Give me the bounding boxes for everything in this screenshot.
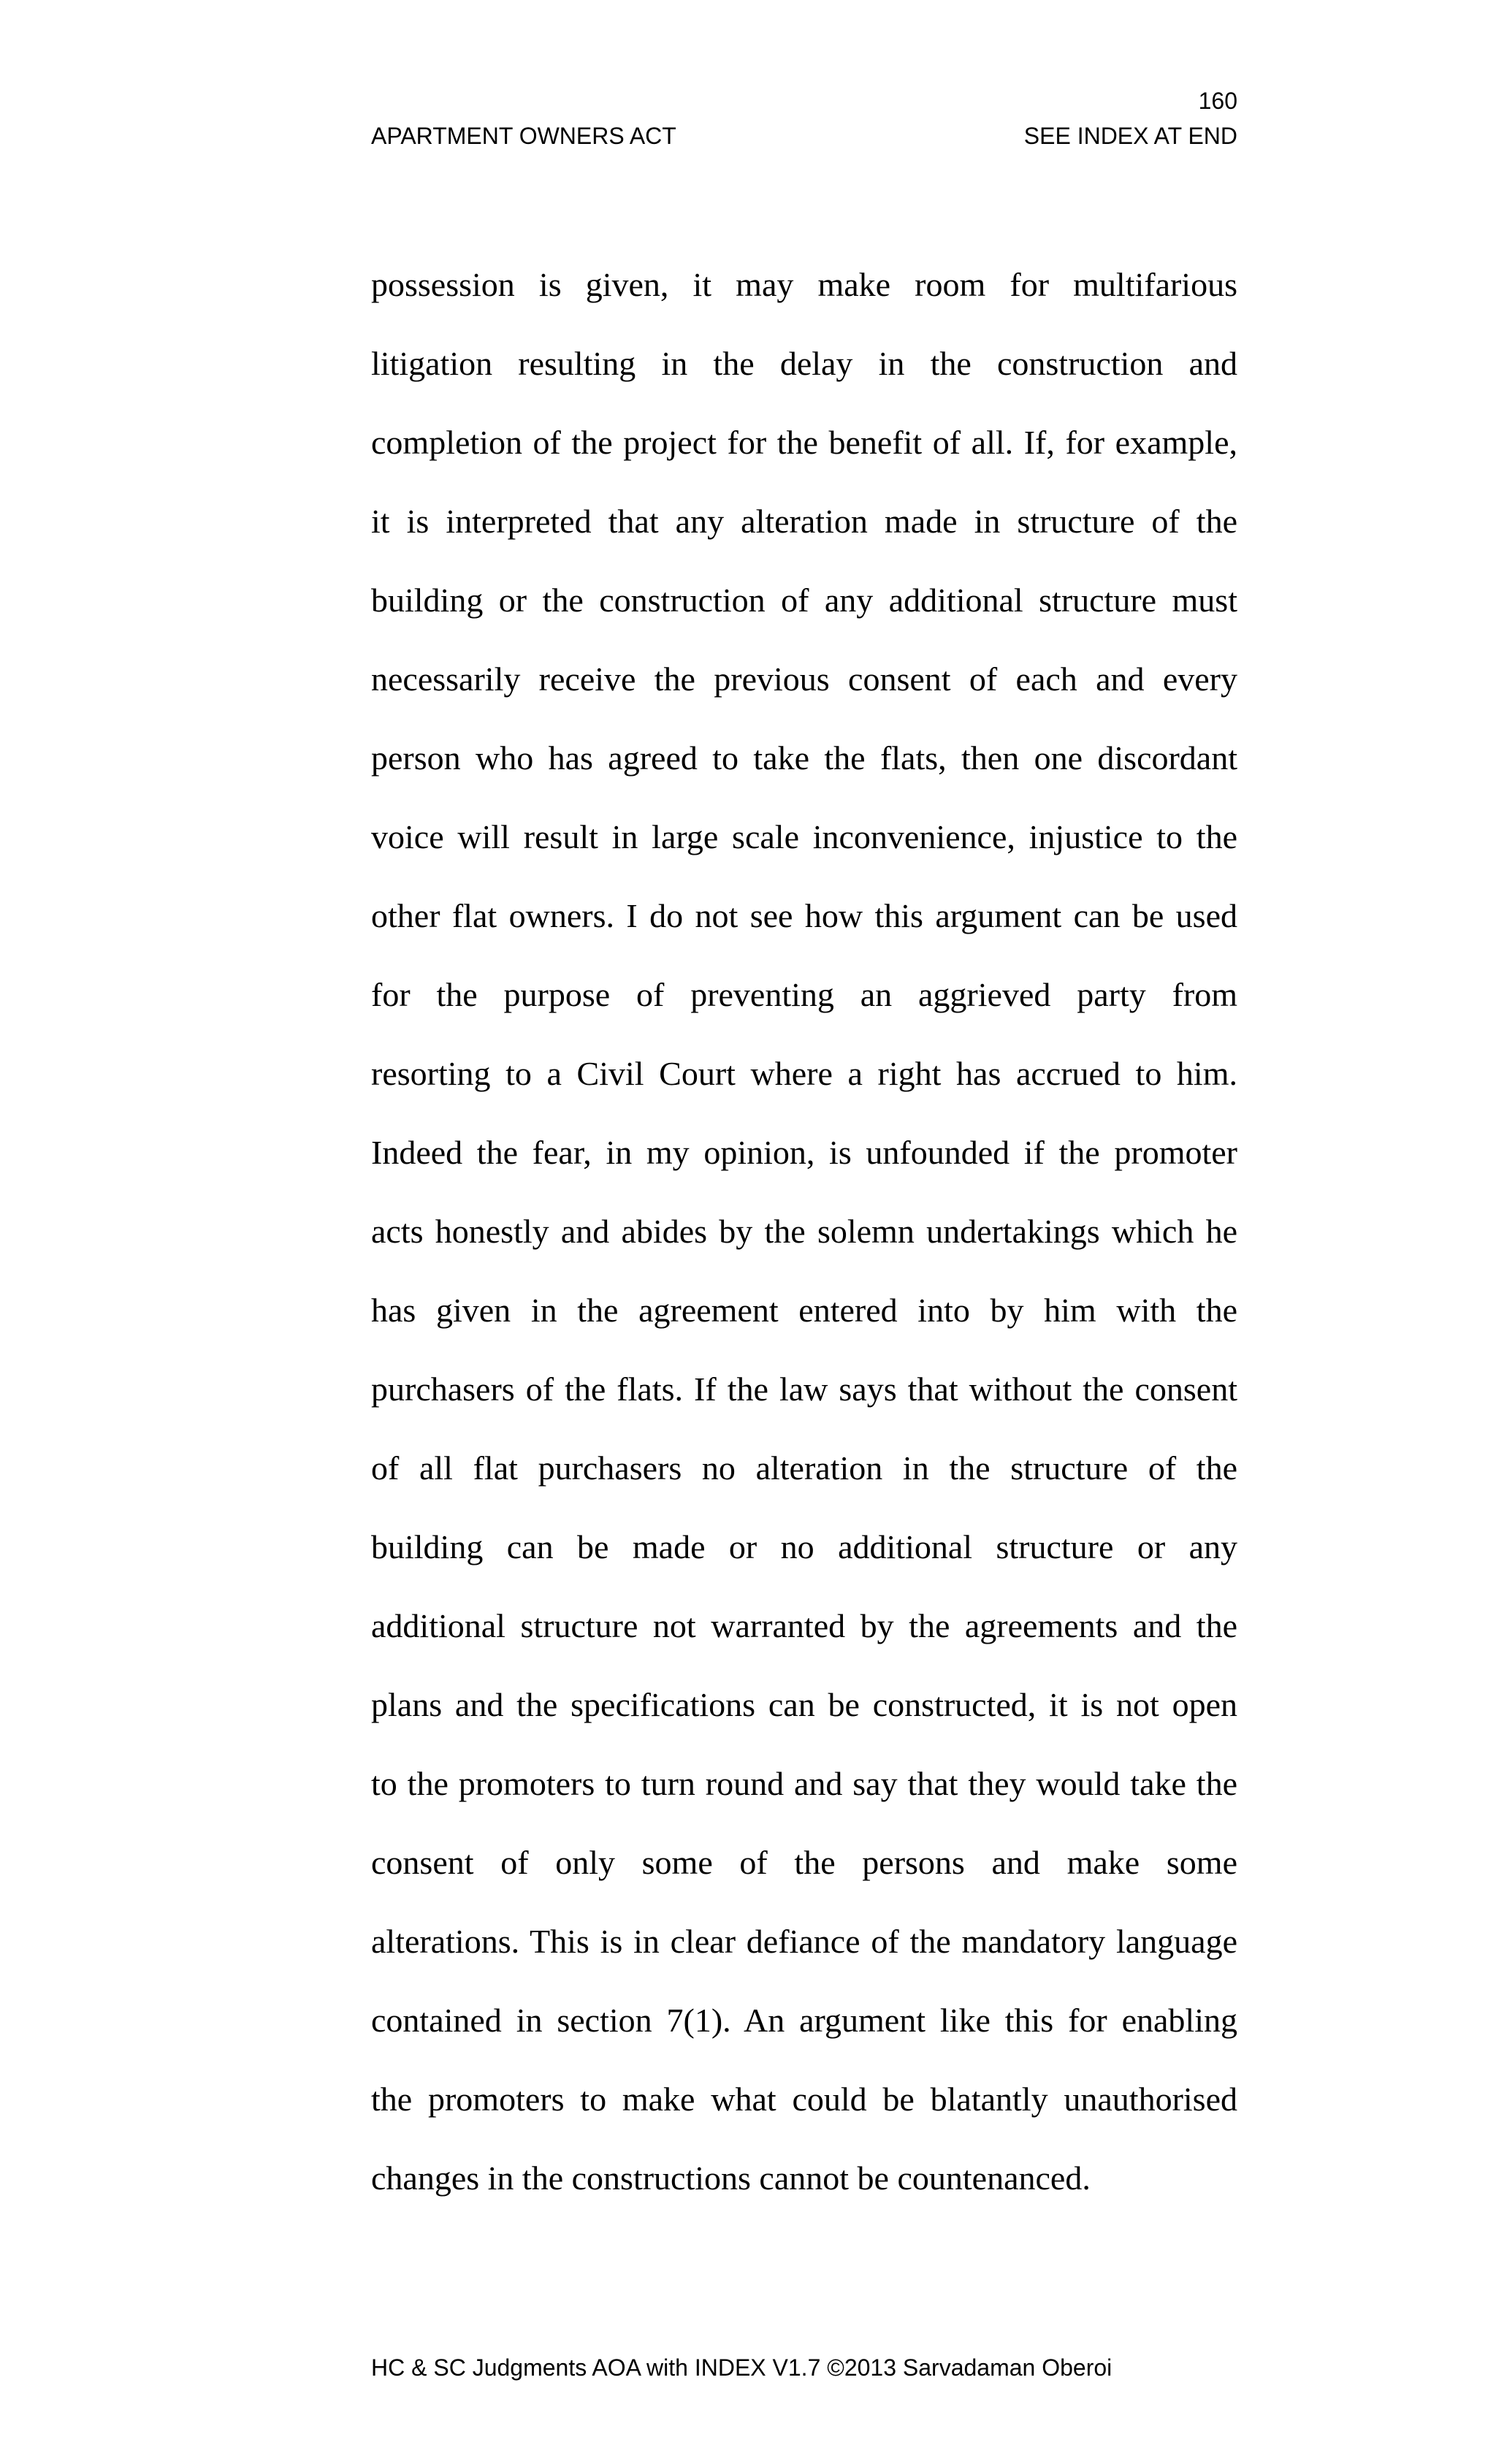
text-line: possession is given, it may make room for multifarious: [371, 266, 1237, 303]
text-line: the promoters to make what could be blatantly unauthorised: [371, 2080, 1237, 2118]
text-line: contained in section 7(1). An argument like this for enabling: [371, 2002, 1237, 2039]
text-line: completion of the project for the benefit of all. If, for example,: [371, 424, 1237, 461]
text-line: has given in the agreement entered into by him with the: [371, 1292, 1237, 1329]
text-line: other flat owners. I do not see how this argument can be used: [371, 897, 1237, 934]
text-line: resorting to a Civil Court where a right has accrued to him.: [371, 1055, 1237, 1092]
text-line: additional structure not warranted by the agreements and the: [371, 1607, 1237, 1644]
text-line: building can be made or no additional structure or any: [371, 1528, 1237, 1565]
header-title: APARTMENT OWNERS ACT: [371, 123, 676, 149]
text-line: person who has agreed to take the flats, then one discordant: [371, 739, 1237, 777]
text-line: changes in the constructions cannot be countenanced.: [371, 2159, 1091, 2197]
text-line: to the promoters to turn round and say that they would take the: [371, 1765, 1237, 1802]
header-index-note: SEE INDEX AT END: [1023, 123, 1237, 149]
text-line: for the purpose of preventing an aggrieved party from: [371, 976, 1237, 1013]
page-footer: HC & SC Judgments AOA with INDEX V1.7 ©2013 Sarvadaman Oberoi: [371, 2354, 1113, 2381]
page-number: 160: [1198, 88, 1237, 114]
text-line: litigation resulting in the delay in the construction and: [371, 345, 1237, 382]
running-header: [371, 124, 1237, 148]
text-line: purchasers of the flats. If the law says that without the consent: [371, 1370, 1237, 1408]
text-line: building or the construction of any additional structure must: [371, 581, 1237, 619]
judgment-text: [371, 262, 1237, 2234]
text-line: necessarily receive the previous consent of each and every: [371, 660, 1237, 698]
text-line: it is interpreted that any alteration made in structure of the: [371, 503, 1237, 540]
text-line: plans and the specifications can be constructed, it is not open: [371, 1686, 1237, 1723]
text-line: consent of only some of the persons and make some: [371, 1844, 1237, 1881]
text-line: acts honestly and abides by the solemn undertakings which he: [371, 1213, 1237, 1250]
text-line: Indeed the fear, in my opinion, is unfounded if the promoter: [371, 1134, 1237, 1171]
text-line: alterations. This is in clear defiance of the mandatory language: [371, 1923, 1237, 1960]
text-line: voice will result in large scale inconvenience, injustice to the: [371, 818, 1237, 855]
text-line: of all flat purchasers no alteration in the structure of the: [371, 1449, 1237, 1487]
